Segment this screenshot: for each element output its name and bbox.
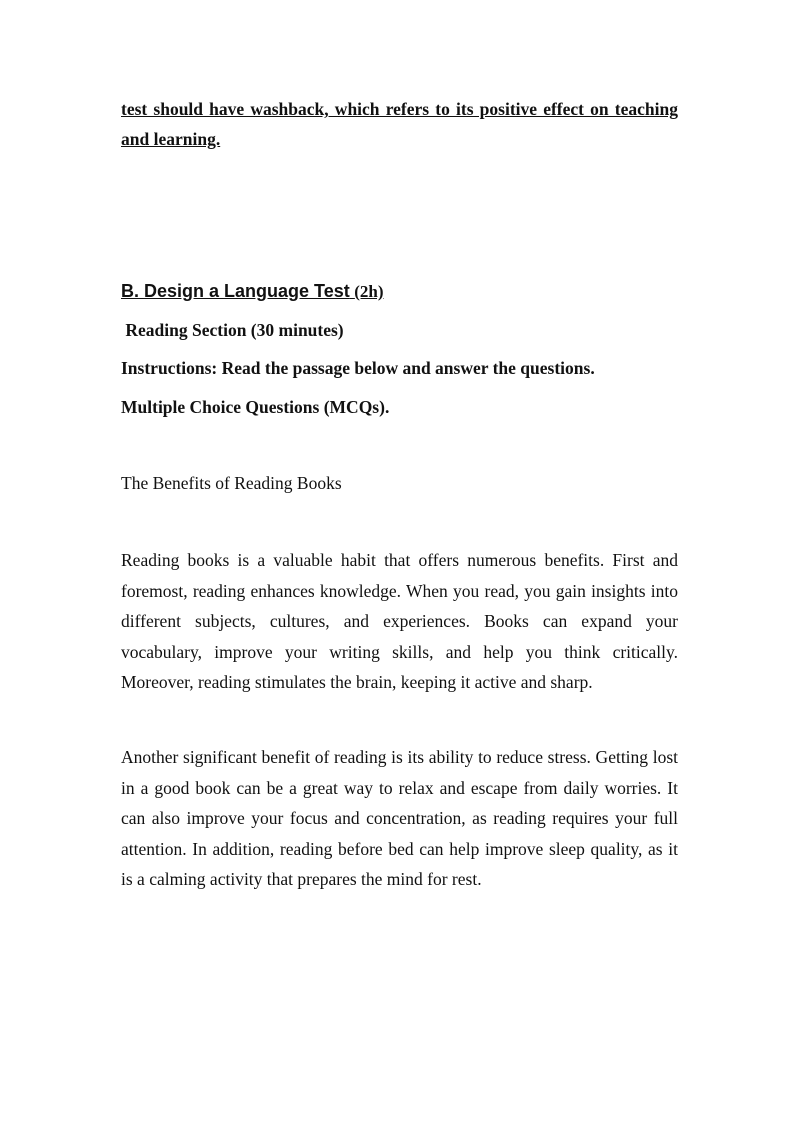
passage-title: The Benefits of Reading Books (121, 473, 342, 493)
passage-paragraph-2: Another significant benefit of reading is its ability to reduce stress. Getting lost in a good book can be a great way to relax and escape from daily worries. It can also improve your focus and concentration, as reading requires your full attention. In addition, reading before bed can help improve sleep quality, as it is a calming activity that prepares the mind for rest. (121, 747, 678, 889)
passage-paragraph-1: Reading books is a valuable habit that offers numerous benefits. First and foremost, reading enhances knowledge. When you read, you gain insights into different subjects, cultures, and experiences. Books can expand your vocabulary, improve your writing skills, and help you think critically. Moreover, reading stimulates the brain, keeping it active and sharp. (121, 550, 678, 692)
question-type-line: Multiple Choice Questions (MCQs). (121, 397, 390, 417)
intro-text: test should have washback, which refers to its positive effect on teaching and learning. (121, 99, 678, 149)
section-heading-title: B. Design a Language Test (121, 281, 350, 301)
reading-section-subheading: Reading Section (30 minutes) (121, 320, 344, 340)
section-heading-duration: (2h) (354, 282, 384, 301)
instructions-line: Instructions: Read the passage below and answer the questions. (121, 358, 595, 378)
section-heading (121, 278, 678, 305)
